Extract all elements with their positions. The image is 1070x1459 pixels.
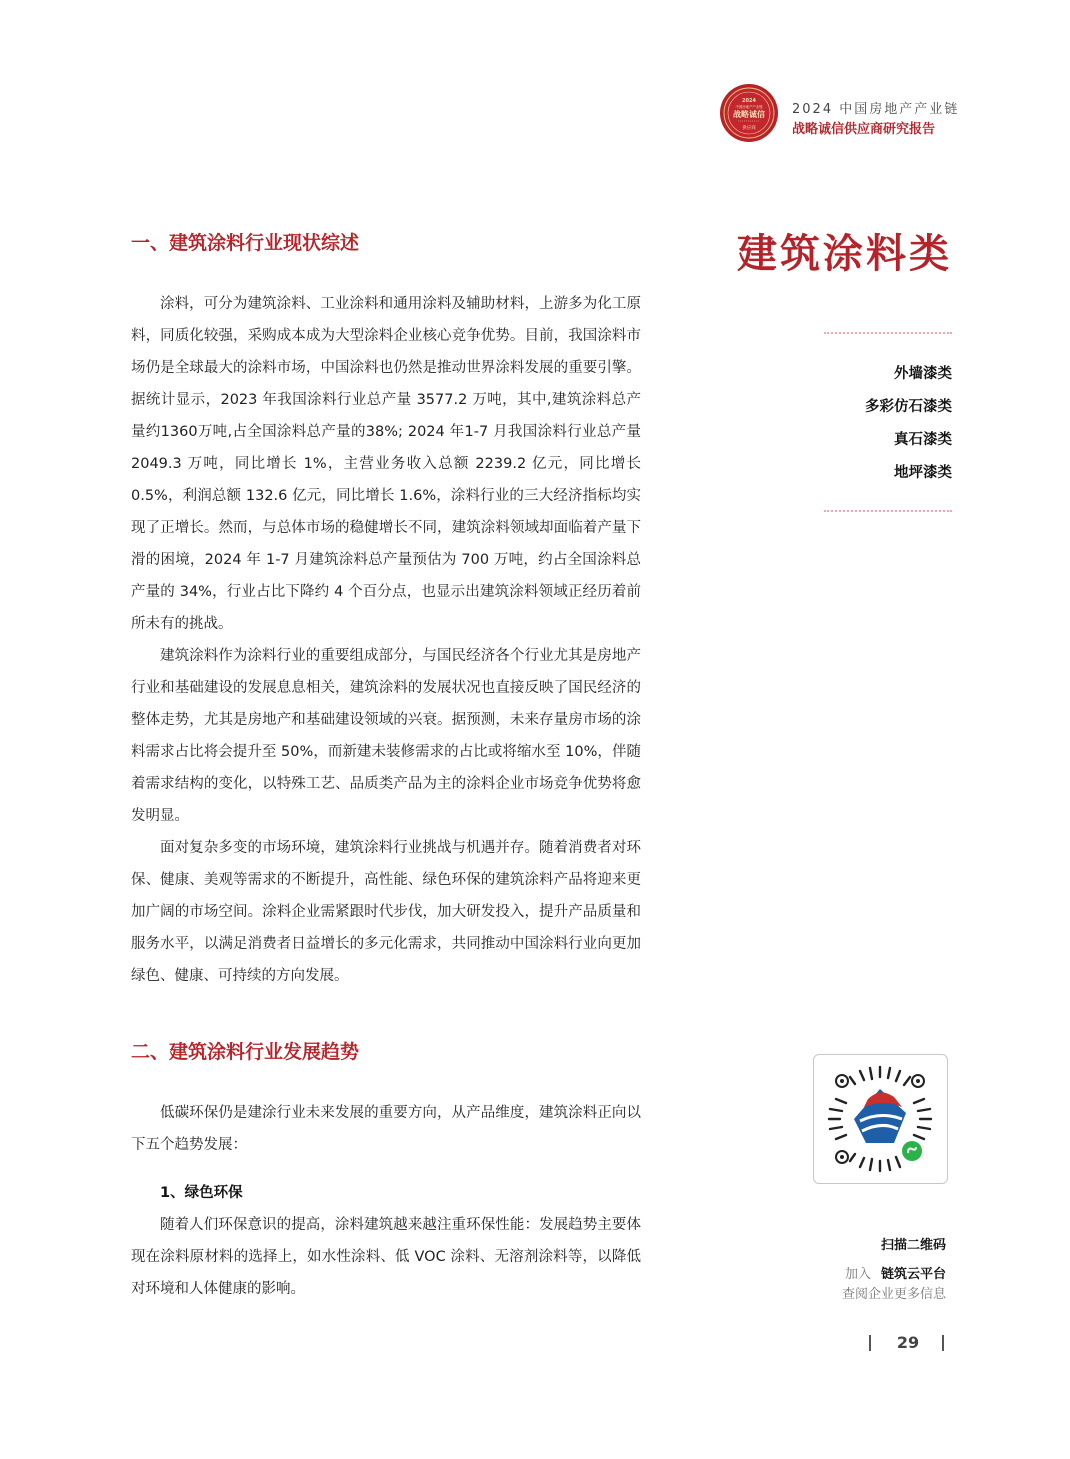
category-item: 多彩仿石漆类 xyxy=(865,399,952,415)
dotted-divider xyxy=(824,332,952,334)
section-1-title: 一、建筑涂料行业现状综述 xyxy=(131,232,360,254)
subsection-title: 1、绿色环保 xyxy=(160,1185,243,1201)
seal-main-text: 战略诚信 xyxy=(733,110,765,119)
seal-bottom-text: 供应商 xyxy=(742,126,756,131)
seal-logo xyxy=(718,82,780,144)
category-item: 外墙漆类 xyxy=(894,366,952,382)
section-2-intro: 低碳环保仍是建涂行业未来发展的重要方向，从产品维度，建筑涂料正向以下五个趋势发展： xyxy=(131,1105,641,1153)
mini-program-code-icon xyxy=(824,1063,936,1175)
qr-caption xyxy=(800,1235,946,1305)
seal-year: 2024 xyxy=(742,98,756,104)
paragraph: 建筑涂料作为涂料行业的重要组成部分，与国民经济各个行业尤其是房地产行业和基础建设的发展息息相关，建筑涂料的发展状况也直接反映了国民经济的整体走势，尤其是房地产和基础建设领域的兴衰。据预测，未来存量房市场的涂料需求占比将会提升至 50%，而新建未装修需求的占比或将缩水至 10%，伴随着需求结构的变化，以特殊工艺、品质类产品为主的涂料企业市场竞争优势将愈发明显。 xyxy=(131,648,641,824)
section-2-body xyxy=(131,1097,641,1305)
category-title: 建筑涂料类 xyxy=(737,231,952,277)
section-1-body xyxy=(131,288,641,992)
scan-qr-label: 扫描二维码 xyxy=(880,1238,946,1253)
category-item: 地坪漆类 xyxy=(894,465,952,481)
seal-top-text: 中国房地产产业链 xyxy=(735,105,763,109)
subsection-text: 随着人们环保意识的提高，涂料建筑越来越注重环保性能：发展趋势主要体现在涂料原材料的选择上，如水性涂料、低 VOC 涂料、无溶剂涂料等，以降低对环境和人体健康的影响。 xyxy=(131,1217,641,1297)
page-divider-right xyxy=(942,1335,944,1351)
section-1-heading-wrap xyxy=(131,228,641,258)
platform-name: 链筑云平台 xyxy=(880,1267,946,1282)
page-number-text: 29 xyxy=(896,1333,920,1352)
dotted-divider xyxy=(824,510,952,512)
category-list xyxy=(780,358,952,490)
join-platform-line xyxy=(800,1265,946,1285)
page-number xyxy=(866,1332,950,1356)
category-item: 真石漆类 xyxy=(894,432,952,448)
section-2-title: 二、建筑涂料行业发展趋势 xyxy=(131,1041,360,1063)
report-header xyxy=(718,82,958,162)
header-title-line2: 战略诚信供应商研究报告 xyxy=(792,122,936,137)
more-info-text: 查阅企业更多信息 xyxy=(841,1287,946,1302)
paragraph: 面对复杂多变的市场环境，建筑涂料行业挑战与机遇并存。随着消费者对环保、健康、美观等需求的不断提升，高性能、绿色环保的建筑涂料产品将迎来更加广阔的市场空间。涂料企业需紧跟时代步伐，加大研发投入，提升产品质量和服务水平，以满足消费者日益增长的多元化需求，共同推动中国涂料行业向更加绿色、健康、可持续的方向发展。 xyxy=(131,840,641,984)
header-title-line1: 2024 中国房地产产业链 xyxy=(792,102,960,117)
join-prefix: 加入 xyxy=(844,1267,871,1282)
qr-code[interactable] xyxy=(813,1054,948,1184)
paragraph: 涂料，可分为建筑涂料、工业涂料和通用涂料及辅助材料，上游多为化工原料，同质化较强，采购成本成为大型涂料企业核心竞争优势。目前，我国涂料市场仍是全球最大的涂料市场，中国涂料也仍然是推动世界涂料发展的重要引擎。据统计显示，2023 年我国涂料行业总产量 3577.2 万吨，其中,建筑涂料总产量约1360万吨,占全国涂料总产量的38%; 2024 年1-7 月我国涂料行业总产量 2049.3 万吨，同比增长 1%，主营业务收入总额 2239.2 亿元，同比增长 0.5%，利润总额 132.6 亿元，同比增长 1.6%，涂料行业的三大经济指标均实现了正增长。然而，与总体市场的稳健增长不同，建筑涂料领域却面临着产量下滑的困境，2024 年 1-7 月建筑涂料总产量预估为 700 万吨，约占全国涂料总产量的 34%，行业占比下降约 4 个百分点，也显示出建筑涂料领域正经历着前所未有的挑战。 xyxy=(131,296,641,632)
sidebar xyxy=(700,220,952,288)
